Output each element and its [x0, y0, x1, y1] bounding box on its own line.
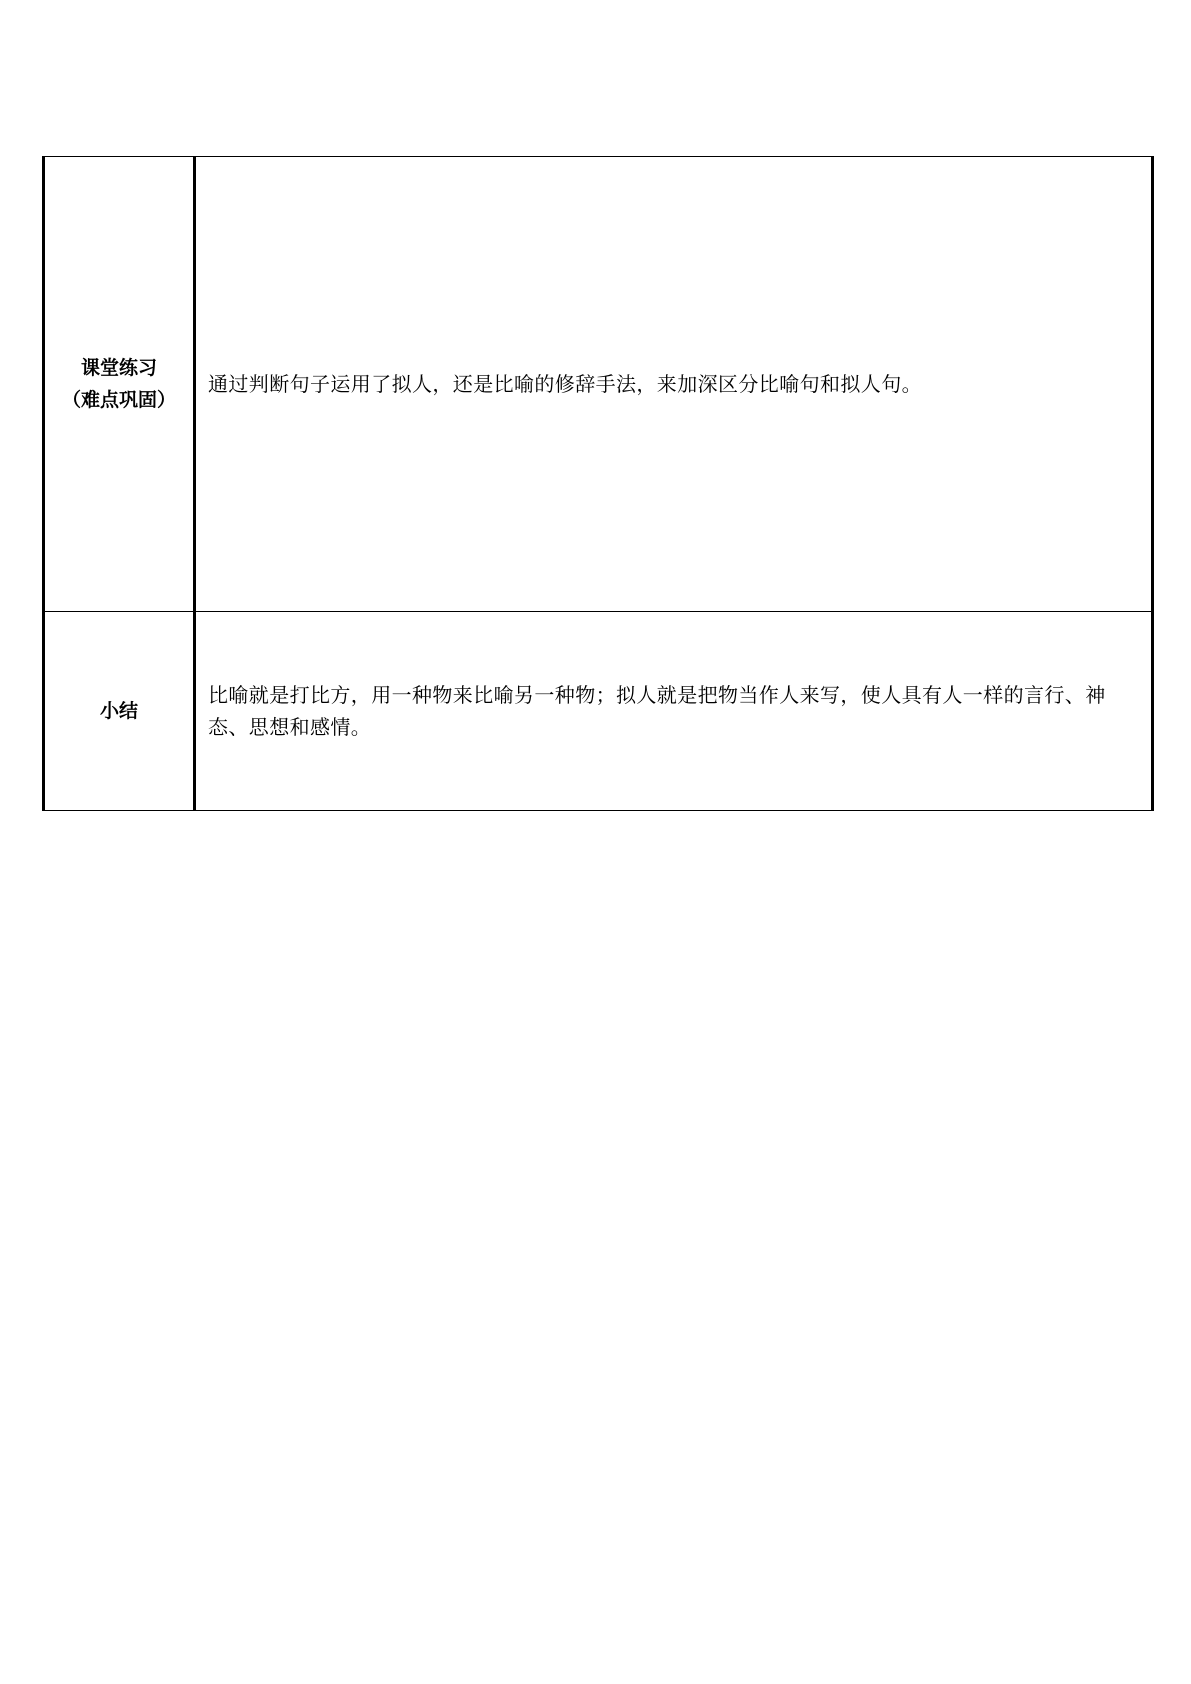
row-label-cell	[44, 612, 195, 811]
row-label-title: 课堂练习	[80, 357, 157, 379]
row-content-cell	[195, 157, 1153, 612]
row-label-cell	[44, 157, 195, 612]
table-row-summary	[44, 612, 1153, 811]
summary-content-text: 比喻就是打比方，用一种物来比喻另一种物；拟人就是把物当作人来写，使人具有人一样的言行、神态、思想和感情。	[208, 683, 1106, 739]
table-row-classroom-practice	[44, 157, 1153, 612]
lesson-plan-table	[42, 156, 1154, 811]
row-label-title: 小结	[99, 700, 138, 722]
row-label-subtitle: （难点巩固）	[61, 389, 176, 411]
row-content-cell	[195, 612, 1153, 811]
practice-content-text: 通过判断句子运用了拟人，还是比喻的修辞手法，来加深区分比喻句和拟人句。	[208, 372, 922, 396]
